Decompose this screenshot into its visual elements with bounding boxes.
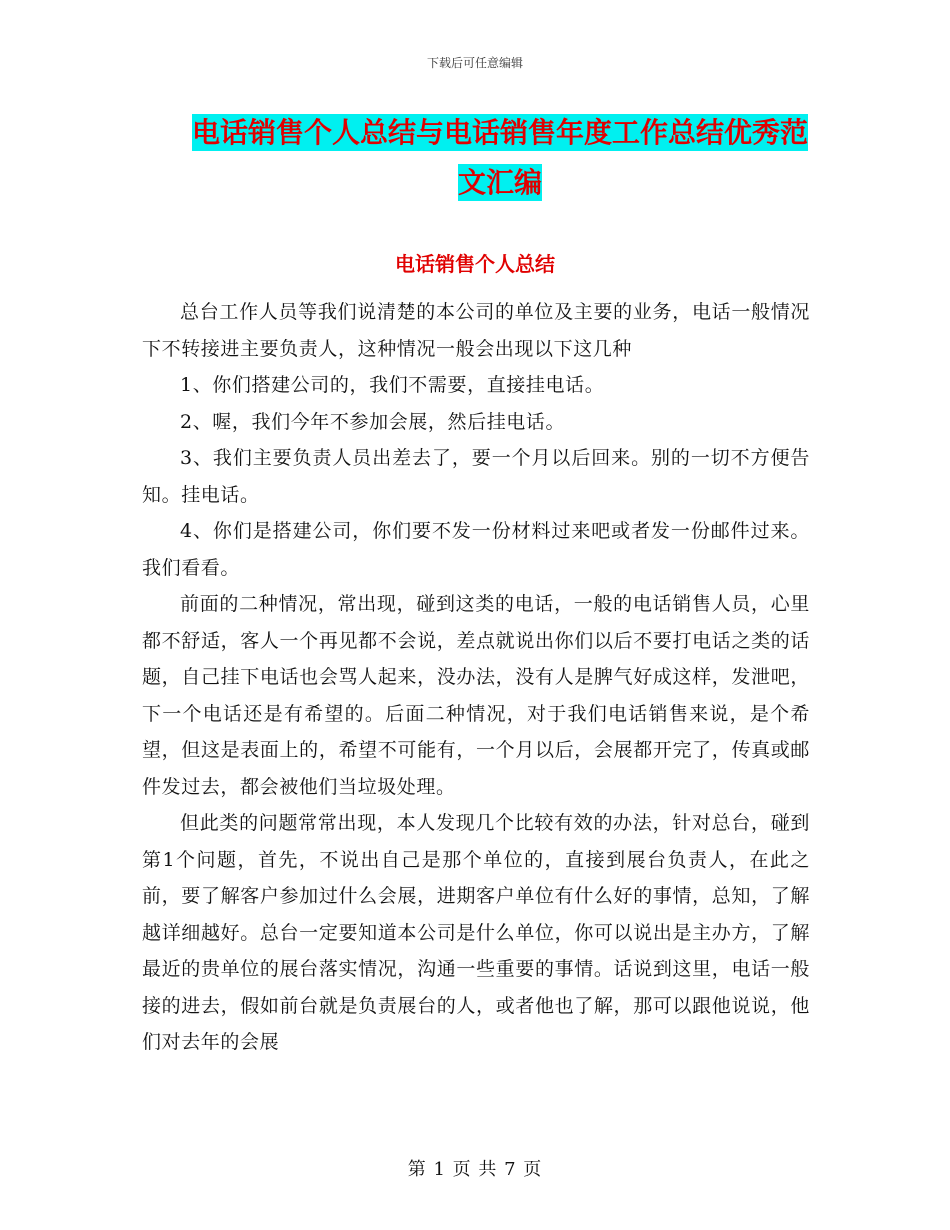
paragraph: 总台工作人员等我们说清楚的本公司的单位及主要的业务，电话一般情况下不转接进主要负责人，这种情况一般会出现以下这几种 [142,301,810,360]
page-number-footer: 第 1 页 共 7 页 [407,1159,543,1180]
page-header-note: 下载后可任意编辑 [426,56,523,70]
paragraph: 前面的二种情况，常出现，碰到这类的电话，一般的电话销售人员，心里都不舒适，客人一个再见都不会说，差点就说出你们以后不要打电话之类的话题，自己挂下电话也会骂人起来，没办法，没有人是脾气好成这样，发泄吧，下一个电话还是有希望的。后面二种情况，对于我们电话销售来说，是个希望，但这是表面上的，希望不可能有，一个月以后，会展都开完了，传真或邮件发过去，都会被他们当垃圾处理。 [142,593,810,798]
paragraph: 1、你们搭建公司的，我们不需要，直接挂电话。 [180,374,605,396]
document-title-text: 电话销售个人总结与电话销售年度工作总结优秀范文汇编 [191,116,808,199]
section-title: 电话销售个人总结 [395,252,555,276]
paragraph: 但此类的问题常常出现，本人发现几个比较有效的办法，针对总台，碰到第1个问题，首先，不说出自己是那个单位的，直接到展台负责人，在此之前，要了解客户参加过什么会展，进期客户单位有什么好的事情，总知，了解越详细越好。总台一定要知道本公司是什么单位，你可以说出是主办方，了解最近的贵单位的展台落实情况，沟通一些重要的事情。话说到这里，电话一般接的进去，假如前台就是负责展台的人，或者他也了解，那可以跟他说说，他们对去年的会展 [142,812,810,1053]
paragraph: 4、你们是搭建公司，你们要不发一份材料过来吧或者发一份邮件过来。我们看看。 [142,520,810,579]
paragraph: 3、我们主要负责人员出差去了，要一个月以后回来。别的一切不方便告知。挂电话。 [142,447,810,506]
document-title [190,108,810,208]
document-body [142,294,810,1061]
paragraph: 2、喔，我们今年不参加会展，然后挂电话。 [180,410,566,433]
